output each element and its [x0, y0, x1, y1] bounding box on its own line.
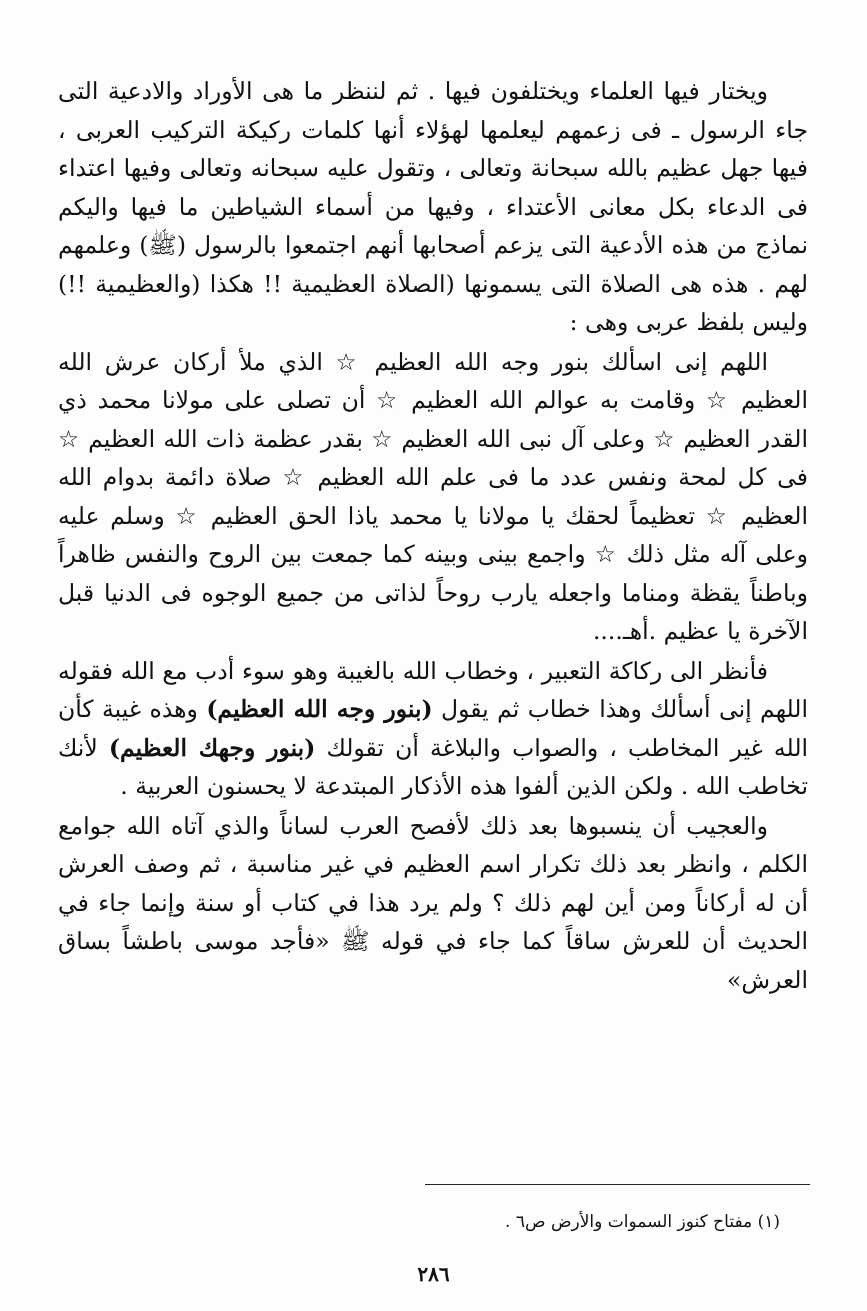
footnote-divider: [425, 1184, 810, 1185]
critique-text-2: وهذه غيبة كأن الله غير المخاطب ، والصواب والبلاغة أن تقولك: [58, 695, 809, 762]
main-text: [58, 72, 808, 999]
footnote: (١) مفتاح كنوز السموات والأرض ص٦ .: [505, 1212, 780, 1232]
paragraph-prayer-quote: اللهم إنى اسألك بنور وجه الله العظيم ☆ الذي ملأ أركان عرش الله العظيم ☆ وقامت به عوالم الله العظيم ☆ أن تصلى على مولانا محمد ذي القدر العظيم ☆ وعلى آل نبى الله العظيم ☆ بقدر عظمة ذات الله العظيم ☆ فى كل لمحة ونفس عدد ما فى علم الله العظيم ☆ صلاة دائمة بدوام الله العظيم ☆ تعظيماً لحقك يا مولانا يا محمد ياذا الحق العظيم ☆ وسلم عليه وعلى آله مثل ذلك ☆ واجمع بينى وبينه كما جمعت بين الروح والنفس ظاهراً وباطناً يقظة ومناما واجعله يارب روحاً لذاتى من جميع الوجوه فى الدنيا قبل الآخرة يا عظيم .أهـ....: [58, 347, 808, 645]
paragraph-intro: ويختار فيها العلماء ويختلفون فيها . ثم لننظر ما هى الأوراد والادعية التى جاء الرسول ـ فى زعمهم ليعلمها لهؤلاء أنها كلمات ركيكة التركيب العربى ، فيها جهل عظيم بالله سبحانة وتعالى ، وتقول عليه سبحانه وتعالى وفيها اعتداء فى الدعاء بكل معانى الأعتداء ، وفيها من أسماء الشياطين ما فيها واليكم نماذج من هذه الأدعية التى يزعم أصحابها أنهم اجتمعوا بالرسول (ﷺ) وعلمهم لهم . هذه هى الصلاة التى يسمونها (الصلاة العظيمية !! هكذا (والعظيمية !!) وليس بلفظ عربى وهى :: [58, 77, 808, 336]
critique-quote-1: (بنور وجه الله العظيم): [206, 695, 433, 723]
page-number: ٢٨٦: [417, 1262, 450, 1286]
critique-text-1: فأنظر الى ركاكة التعبير ، وخطاب الله بالغيبة وهو سوء أدب مع الله فقوله اللهم إنى أسألك وهذا خطاب ثم يقول: [58, 656, 809, 723]
paragraph-conclusion: والعجيب أن ينسبوها بعد ذلك لأفصح العرب لساناً والذي آتاه الله جوامع الكلم ، وانظر بعد ذلك تكرار اسم العظيم في غير مناسبة ، ثم وصف العرش أن له أركاناً ومن أين لهم ذلك ؟ ولم يرد هذا في كتاب أو سنة وإنما جاء في الحديث أن للعرش ساقاً كما جاء في قوله ﷺ «فأجد موسى باطشاً بساق العرش»: [58, 811, 808, 994]
critique-text-3: لأنك تخاطب الله . ولكن الذين ألفوا هذه الأذكار المبتدعة لا يحسنون العربية .: [58, 733, 808, 800]
critique-quote-2: (بنور وجهك العظيم): [108, 733, 316, 762]
paragraph-critique: [58, 652, 808, 806]
